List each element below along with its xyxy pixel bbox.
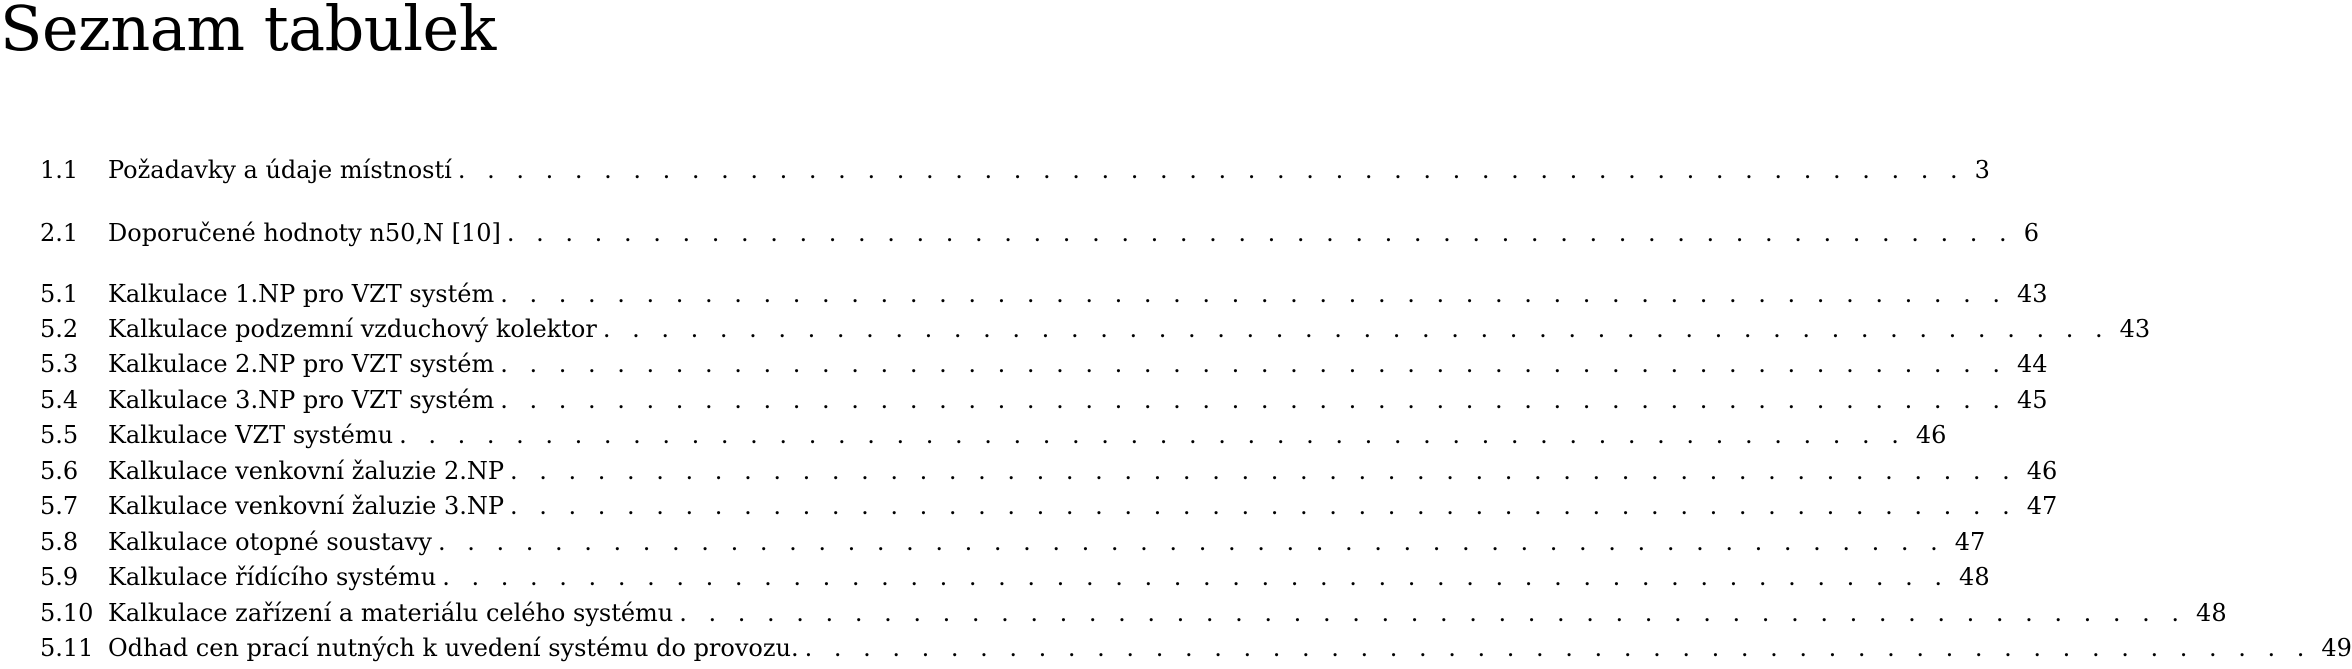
- dot-leader: . . . . . . . . . . . . . . . . . . . . . . . . . . . . . . . . . . . . . . . . . . . . . . . . . . . .: [602, 315, 2110, 343]
- entry-number: 5.11: [40, 634, 94, 662]
- toc-entry-5-1[interactable]: [40, 278, 2048, 310]
- dot-leader: . . . . . . . . . . . . . . . . . . . . . . . . . . . . . . . . . . . . . . . . . . . . . . . . . . . .: [500, 350, 2007, 378]
- dot-leader: . . . . . . . . . . . . . . . . . . . . . . . . . . . . . . . . . . . . . . . . . . . . . . . . . . . .: [510, 492, 2017, 520]
- entry-page-number: 46: [2026, 457, 2058, 485]
- entry-title: Kalkulace 3.NP pro VZT systém: [108, 386, 495, 414]
- dot-leader: . . . . . . . . . . . . . . . . . . . . . . . . . . . . . . . . . . . . . . . . . . . . . . . . . . . .: [804, 634, 2312, 662]
- entry-page-number: 44: [2016, 350, 2048, 378]
- entry-page-number: 47: [2026, 492, 2058, 520]
- entry-number: 1.1: [40, 156, 79, 184]
- entry-title: Kalkulace otopné soustavy: [108, 528, 432, 556]
- toc-entry-5-2[interactable]: [40, 313, 2151, 345]
- entry-title: Doporučené hodnoty n50,N [10]: [108, 219, 501, 247]
- entry-number: 5.6: [40, 457, 79, 485]
- entry-page-number: 49: [2321, 634, 2352, 662]
- entry-title: Kalkulace 2.NP pro VZT systém: [108, 350, 495, 378]
- dot-leader: . . . . . . . . . . . . . . . . . . . . . . . . . . . . . . . . . . . . . . . . . . . . . . . . . . . .: [500, 280, 2007, 308]
- entry-title: Požadavky a údaje místností: [108, 156, 452, 184]
- entry-title: Kalkulace venkovní žaluzie 2.NP: [108, 457, 504, 485]
- entry-number: 2.1: [40, 219, 79, 247]
- entry-page-number: 6: [2023, 219, 2039, 247]
- toc-entry-5-6[interactable]: [40, 455, 2058, 487]
- entry-page-number: 47: [1954, 528, 1986, 556]
- toc-entry-5-9[interactable]: [40, 561, 1990, 593]
- entry-title: Kalkulace 1.NP pro VZT systém: [108, 280, 495, 308]
- entry-page-number: 43: [2016, 280, 2048, 308]
- entry-title: Kalkulace venkovní žaluzie 3.NP: [108, 492, 504, 520]
- entry-page-number: 46: [1915, 421, 1947, 449]
- entry-title: Kalkulace podzemní vzduchový kolektor: [108, 315, 597, 343]
- entry-page-number: 45: [2016, 386, 2048, 414]
- dot-leader: . . . . . . . . . . . . . . . . . . . . . . . . . . . . . . . . . . . . . . . . . . . . . . . . . . . .: [510, 457, 2017, 485]
- toc-entry-1-1[interactable]: [40, 154, 1990, 186]
- dot-leader: . . . . . . . . . . . . . . . . . . . . . . . . . . . . . . . . . . . . . . . . . . . . . . . . . . . .: [500, 386, 2007, 414]
- entry-title: Odhad cen prací nutných k uvedení systému do provozu.: [108, 634, 799, 662]
- entry-page-number: 3: [1974, 156, 1990, 184]
- dot-leader: . . . . . . . . . . . . . . . . . . . . . . . . . . . . . . . . . . . . . . . . . . . . . . . . . . . .: [506, 219, 2014, 247]
- toc-entry-5-3[interactable]: [40, 348, 2048, 380]
- entry-title: Kalkulace VZT systému: [108, 421, 394, 449]
- toc-entry-5-7[interactable]: [40, 490, 2058, 522]
- dot-leader: . . . . . . . . . . . . . . . . . . . . . . . . . . . . . . . . . . . . . . . . . . . . . . . . . . . .: [457, 156, 1965, 184]
- toc-entry-5-5[interactable]: [40, 419, 1947, 451]
- dot-leader: . . . . . . . . . . . . . . . . . . . . . . . . . . . . . . . . . . . . . . . . . . . . . . . . . . . .: [442, 563, 1950, 591]
- entry-title: Kalkulace zařízení a materiálu celého systému: [108, 599, 674, 627]
- page-title: Seznam tabulek: [0, 0, 496, 65]
- entry-number: 5.2: [40, 315, 79, 343]
- toc-entry-5-10[interactable]: [40, 597, 2227, 629]
- entry-number: 5.1: [40, 280, 79, 308]
- entry-title: Kalkulace řídícího systému: [108, 563, 437, 591]
- dot-leader: . . . . . . . . . . . . . . . . . . . . . . . . . . . . . . . . . . . . . . . . . . . . . . . . . . . .: [437, 528, 1945, 556]
- entry-number: 5.4: [40, 386, 79, 414]
- dot-leader: . . . . . . . . . . . . . . . . . . . . . . . . . . . . . . . . . . . . . . . . . . . . . . . . . . . .: [399, 421, 1906, 449]
- dot-leader: . . . . . . . . . . . . . . . . . . . . . . . . . . . . . . . . . . . . . . . . . . . . . . . . . . . .: [679, 599, 2187, 627]
- entry-number: 5.10: [40, 599, 94, 627]
- entry-page-number: 48: [1959, 563, 1990, 591]
- entry-number: 5.9: [40, 563, 79, 591]
- entry-number: 5.7: [40, 492, 79, 520]
- toc-entry-2-1[interactable]: [40, 217, 2039, 249]
- entry-number: 5.8: [40, 528, 79, 556]
- toc-entry-5-11[interactable]: [40, 632, 2352, 664]
- entry-number: 5.3: [40, 350, 79, 378]
- toc-entry-5-8[interactable]: [40, 526, 1986, 558]
- entry-page-number: 48: [2196, 599, 2227, 627]
- entry-number: 5.5: [40, 421, 79, 449]
- toc-entry-5-4[interactable]: [40, 384, 2048, 416]
- entry-page-number: 43: [2119, 315, 2151, 343]
